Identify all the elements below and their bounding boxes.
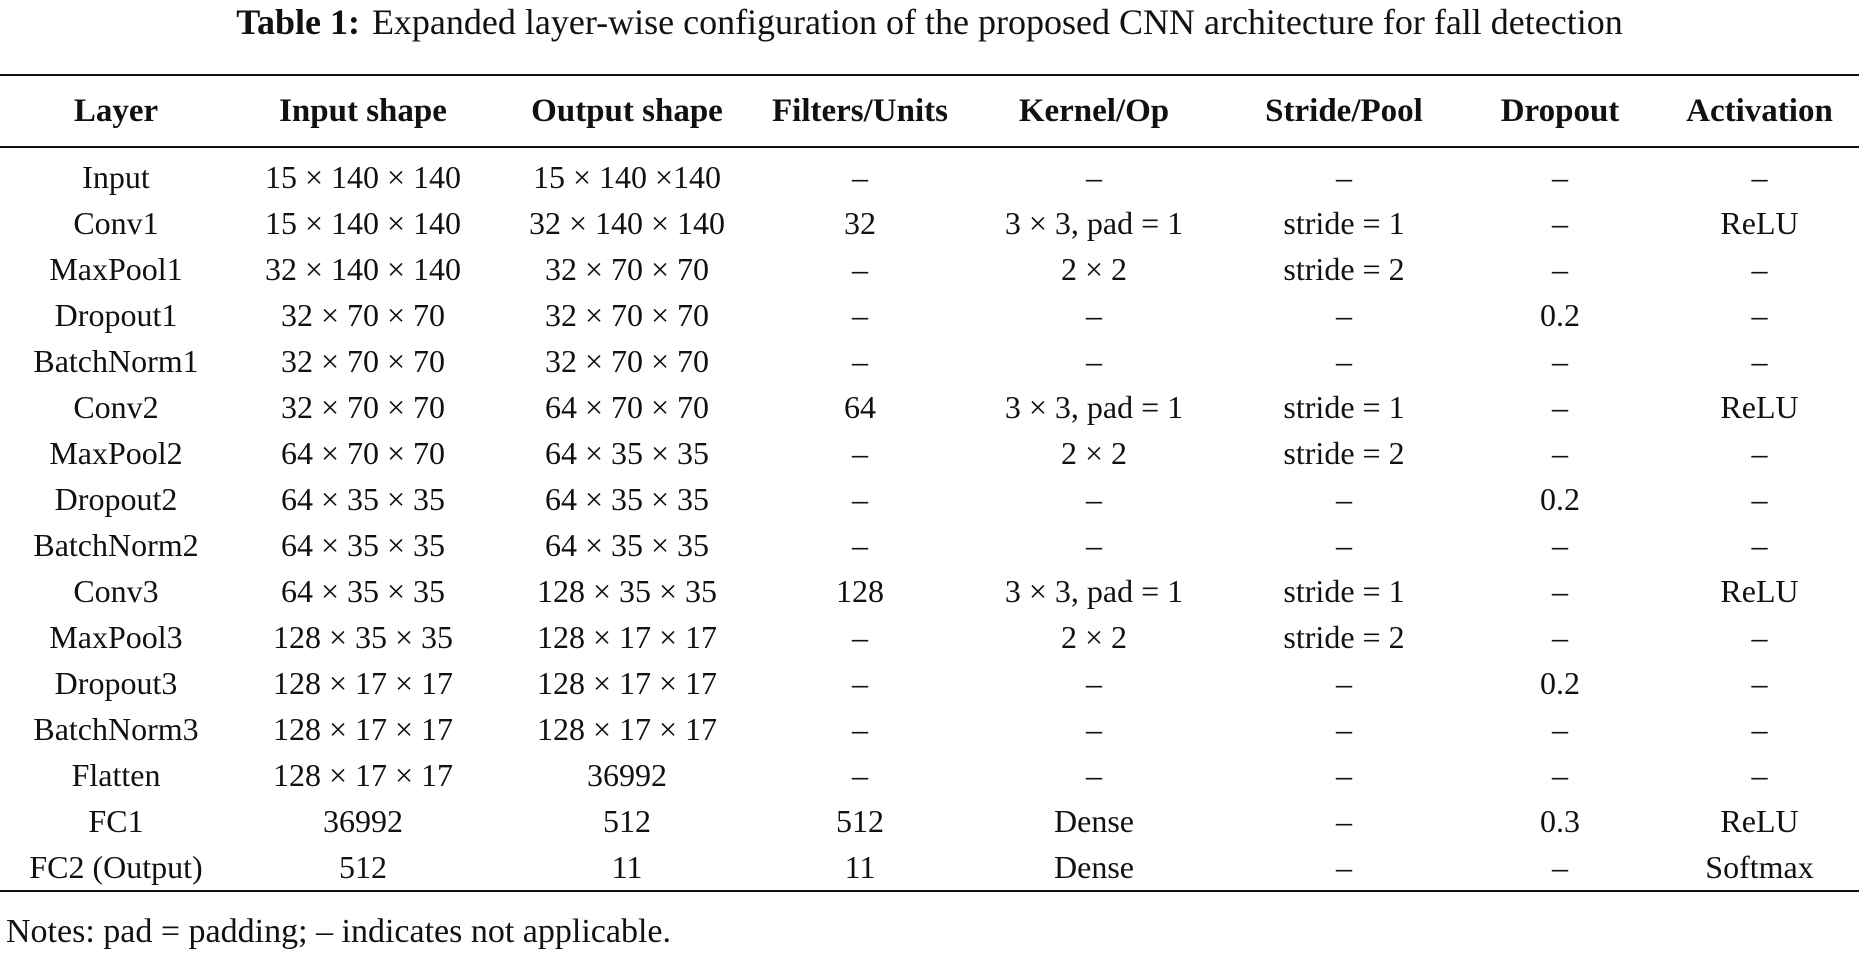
cell-stride-pool: stride = 2 — [1283, 250, 1405, 287]
table-row — [0, 476, 1859, 522]
cell-dropout: – — [1552, 158, 1568, 195]
cell-dropout: 0.2 — [1540, 480, 1580, 517]
cell-kernel-op: 3 × 3, pad = 1 — [1004, 572, 1184, 609]
cell-filters-units: – — [852, 296, 868, 333]
cell-input-shape: 128 × 17 × 17 — [272, 664, 454, 701]
cell-stride-pool: – — [1336, 480, 1352, 517]
cell-output-shape: 64 × 35 × 35 — [544, 434, 710, 471]
cell-input-shape: 64 × 35 × 35 — [280, 526, 446, 563]
header-row — [0, 75, 1859, 147]
cell-dropout: – — [1552, 434, 1568, 471]
table-row — [0, 798, 1859, 844]
table-container — [0, 74, 1859, 892]
cell-activation: – — [1751, 296, 1768, 333]
cell-kernel-op: – — [1086, 710, 1102, 747]
column-header-stride-pool: Stride/Pool — [1265, 92, 1423, 129]
cell-kernel-op: 3 × 3, pad = 1 — [1004, 204, 1184, 241]
cell-kernel-op: – — [1086, 296, 1102, 333]
table-row — [0, 200, 1859, 246]
cell-dropout: – — [1552, 250, 1568, 287]
cell-layer: MaxPool2 — [49, 434, 183, 471]
cell-kernel-op: Dense — [1054, 802, 1134, 839]
table-row — [0, 706, 1859, 752]
table-row — [0, 844, 1859, 891]
cell-stride-pool: – — [1336, 342, 1352, 379]
cell-filters-units: – — [852, 710, 868, 747]
cell-filters-units: – — [852, 158, 868, 195]
table-row — [0, 246, 1859, 292]
table-row — [0, 752, 1859, 798]
cell-stride-pool: – — [1336, 802, 1352, 839]
cell-stride-pool: – — [1336, 756, 1352, 793]
cell-dropout: – — [1552, 388, 1568, 425]
cell-kernel-op: Dense — [1054, 848, 1134, 885]
cell-kernel-op: – — [1086, 526, 1102, 563]
cell-activation: – — [1751, 664, 1768, 701]
cell-dropout: 0.3 — [1540, 802, 1580, 839]
cell-activation: – — [1751, 526, 1768, 563]
cell-dropout: 0.2 — [1540, 296, 1580, 333]
column-header-output-shape: Output shape — [531, 92, 723, 129]
cell-output-shape: 64 × 35 × 35 — [544, 480, 710, 517]
cell-input-shape: 64 × 35 × 35 — [280, 480, 446, 517]
cell-layer: BatchNorm3 — [33, 710, 199, 747]
cell-layer: BatchNorm1 — [33, 342, 199, 379]
table-row — [0, 292, 1859, 338]
cell-filters-units: – — [852, 434, 868, 471]
cell-input-shape: 128 × 17 × 17 — [272, 756, 454, 793]
cell-activation: – — [1751, 618, 1768, 655]
cell-input-shape: 64 × 70 × 70 — [280, 434, 446, 471]
cell-stride-pool: – — [1336, 296, 1352, 333]
cell-kernel-op: 3 × 3, pad = 1 — [1004, 388, 1184, 425]
table-caption-label: Table 1: — [236, 2, 360, 42]
table-row — [0, 384, 1859, 430]
table-row — [0, 522, 1859, 568]
cell-dropout: – — [1552, 204, 1568, 241]
table-row — [0, 338, 1859, 384]
cell-stride-pool: stride = 1 — [1283, 204, 1405, 241]
column-header-input-shape: Input shape — [279, 92, 447, 129]
cell-layer: Conv1 — [73, 204, 159, 241]
cell-layer: Dropout2 — [54, 480, 178, 517]
cell-kernel-op: 2 × 2 — [1060, 434, 1128, 471]
column-header-filters-units: Filters/Units — [772, 92, 948, 129]
table-row — [0, 430, 1859, 476]
cell-layer: FC1 — [88, 802, 144, 839]
cell-activation: – — [1751, 250, 1768, 287]
cell-layer: Conv3 — [73, 572, 159, 609]
cell-activation: ReLU — [1720, 204, 1799, 241]
table-row — [0, 147, 1859, 200]
cell-filters-units: 128 — [836, 572, 884, 609]
cell-kernel-op: – — [1086, 756, 1102, 793]
cell-dropout: – — [1552, 710, 1568, 747]
cell-filters-units: 64 — [844, 388, 876, 425]
table-header — [0, 75, 1859, 147]
table-row — [0, 568, 1859, 614]
cell-stride-pool: stride = 1 — [1283, 572, 1405, 609]
cell-output-shape: 36992 — [587, 756, 667, 793]
cell-filters-units: – — [852, 618, 868, 655]
cell-kernel-op: – — [1086, 480, 1102, 517]
cell-stride-pool: – — [1336, 526, 1352, 563]
cell-dropout: – — [1552, 342, 1568, 379]
cell-input-shape: 36992 — [323, 802, 403, 839]
cell-output-shape: 32 × 70 × 70 — [544, 250, 710, 287]
cell-input-shape: 32 × 70 × 70 — [280, 388, 446, 425]
cell-layer: MaxPool3 — [49, 618, 183, 655]
cell-stride-pool: – — [1336, 158, 1352, 195]
cell-input-shape: 512 — [339, 848, 387, 885]
cell-layer: FC2 (Output) — [29, 848, 203, 885]
cell-layer: Dropout3 — [54, 664, 178, 701]
cell-filters-units: – — [852, 480, 868, 517]
cell-input-shape: 32 × 70 × 70 — [280, 342, 446, 379]
cell-kernel-op: – — [1086, 342, 1102, 379]
column-header-activation: Activation — [1686, 92, 1833, 129]
cell-output-shape: 128 × 17 × 17 — [536, 664, 718, 701]
cell-input-shape: 64 × 35 × 35 — [280, 572, 446, 609]
cell-filters-units: 32 — [844, 204, 876, 241]
cell-filters-units: – — [852, 342, 868, 379]
table-caption — [0, 2, 1859, 42]
cell-stride-pool: – — [1336, 848, 1352, 885]
column-header-dropout: Dropout — [1500, 92, 1620, 129]
cell-activation: – — [1751, 434, 1768, 471]
cell-kernel-op: 2 × 2 — [1060, 618, 1128, 655]
table-body — [0, 147, 1859, 891]
cell-output-shape: 64 × 70 × 70 — [544, 388, 710, 425]
column-header-layer: Layer — [73, 92, 159, 129]
cell-output-shape: 32 × 70 × 70 — [544, 342, 710, 379]
cell-activation: ReLU — [1720, 572, 1799, 609]
cell-stride-pool: stride = 1 — [1283, 388, 1405, 425]
table-notes: Notes: pad = padding; – indicates not applicable. — [6, 913, 672, 950]
layer-config-table — [0, 74, 1859, 892]
cell-filters-units: – — [852, 664, 868, 701]
cell-dropout: – — [1552, 526, 1568, 563]
cell-activation: – — [1751, 342, 1768, 379]
cell-output-shape: 128 × 17 × 17 — [536, 618, 718, 655]
cell-activation: – — [1751, 756, 1768, 793]
cell-activation: – — [1751, 480, 1768, 517]
cell-output-shape: 512 — [603, 802, 651, 839]
cell-layer: Dropout1 — [54, 296, 178, 333]
cell-dropout: 0.2 — [1540, 664, 1580, 701]
cell-input-shape: 15 × 140 × 140 — [264, 204, 462, 241]
cell-output-shape: 32 × 70 × 70 — [544, 296, 710, 333]
column-header-kernel-op: Kernel/Op — [1018, 92, 1170, 129]
table-row — [0, 614, 1859, 660]
cell-stride-pool: stride = 2 — [1283, 618, 1405, 655]
cell-stride-pool: – — [1336, 710, 1352, 747]
cell-input-shape: 32 × 70 × 70 — [280, 296, 446, 333]
cell-kernel-op: – — [1086, 158, 1102, 195]
cell-filters-units: 512 — [836, 802, 884, 839]
cell-dropout: – — [1552, 572, 1568, 609]
cell-output-shape: 64 × 35 × 35 — [544, 526, 710, 563]
cell-output-shape: 32 × 140 × 140 — [528, 204, 726, 241]
cell-filters-units: 11 — [844, 848, 876, 885]
cell-input-shape: 32 × 140 × 140 — [264, 250, 462, 287]
cell-layer: Input — [82, 158, 150, 195]
cell-input-shape: 128 × 17 × 17 — [272, 710, 454, 747]
cell-dropout: – — [1552, 756, 1568, 793]
cell-activation: – — [1751, 710, 1768, 747]
cell-kernel-op: – — [1086, 664, 1102, 701]
cell-activation: Softmax — [1705, 848, 1814, 885]
cell-filters-units: – — [852, 250, 868, 287]
cell-stride-pool: – — [1336, 664, 1352, 701]
cell-dropout: – — [1552, 618, 1568, 655]
table-row — [0, 660, 1859, 706]
cell-filters-units: – — [852, 756, 868, 793]
table-caption-text: Expanded layer-wise configuration of the proposed CNN architecture for fall detection — [371, 2, 1623, 42]
cell-output-shape: 11 — [611, 848, 643, 885]
cell-layer: MaxPool1 — [49, 250, 183, 287]
cell-output-shape: 128 × 17 × 17 — [536, 710, 718, 747]
cell-filters-units: – — [852, 526, 868, 563]
cell-layer: BatchNorm2 — [33, 526, 199, 563]
cell-dropout: – — [1552, 848, 1568, 885]
cell-output-shape: 15 × 140 ×140 — [532, 158, 722, 195]
cell-input-shape: 128 × 35 × 35 — [272, 618, 454, 655]
cell-input-shape: 15 × 140 × 140 — [264, 158, 462, 195]
cell-stride-pool: stride = 2 — [1283, 434, 1405, 471]
cell-layer: Conv2 — [73, 388, 159, 425]
cell-layer: Flatten — [71, 756, 161, 793]
cell-activation: – — [1751, 158, 1768, 195]
cell-activation: ReLU — [1720, 388, 1799, 425]
cell-kernel-op: 2 × 2 — [1060, 250, 1128, 287]
cell-activation: ReLU — [1720, 802, 1799, 839]
cell-output-shape: 128 × 35 × 35 — [536, 572, 718, 609]
